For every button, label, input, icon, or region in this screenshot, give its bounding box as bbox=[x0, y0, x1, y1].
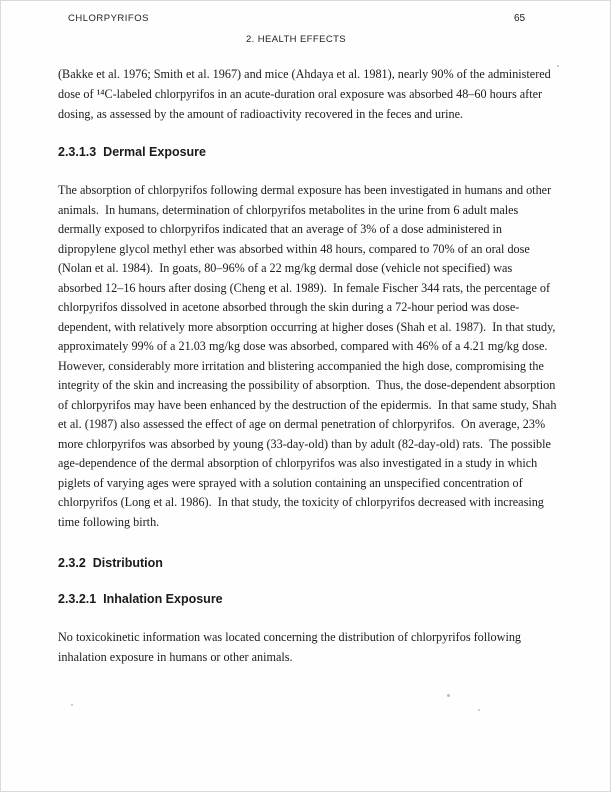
text-line: (Bakke et al. 1976; Smith et al. 1967) and mice (Ahdaya et al. 1981), nearly 90% of the administered bbox=[58, 67, 551, 81]
text-line: dosing, as assessed by the amount of radioactivity recovered in the feces and urine. bbox=[58, 107, 464, 121]
scan-artifact bbox=[71, 704, 73, 706]
paragraph-distribution-inhalation bbox=[58, 628, 570, 667]
text-line: dose of ¹⁴C-labeled chlorpyrifos in an acute-duration oral exposure was absorbed 48–60 hours after bbox=[58, 87, 543, 101]
paragraph-dermal-absorption bbox=[58, 181, 570, 532]
text-line: dipropylene glycol methyl ether was absorbed within 48 hours, compared to 70% of an oral dose bbox=[58, 241, 530, 256]
text-line: time following birth. bbox=[58, 514, 160, 529]
text-line: inhalation exposure in humans or other animals. bbox=[58, 649, 293, 664]
text-line: (Nolan et al. 1984). In goats, 80–96% of a 22 mg/kg dermal dose (vehicle not specified) was bbox=[58, 261, 513, 275]
text-line: more chlorpyrifos was absorbed by young (33-day-old) than by adult (82-day-old) rats. The possible bbox=[58, 436, 551, 451]
text-line: dependent, with relatively more absorption occurring at higher doses (Shah et al. 1987). In that study, bbox=[58, 319, 556, 334]
text-line: approximately 99% of a 21.03 mg/kg dose was absorbed, compared with 46% of a 4.21 mg/kg dose. bbox=[58, 339, 548, 353]
chapter-header: 2. HEALTH EFFECTS bbox=[245, 34, 347, 45]
text-line: dermally exposed to chlorpyrifos indicated that an average of 3% of a dose administered in bbox=[58, 222, 503, 236]
text-line: chlorpyrifos dissolved in acetone absorbed through the skin during a 72-hour period was dose- bbox=[58, 300, 520, 314]
scan-artifact bbox=[478, 709, 480, 711]
text-line: age-dependence of the dermal absorption of chlorpyrifos was also investigated in a study in which bbox=[58, 456, 538, 470]
text-line: chlorpyrifos (Long et al. 1986). In that study, the toxicity of chlorpyrifos decreased with increasing bbox=[58, 495, 544, 509]
text-line: No toxicokinetic information was located concerning the distribution of chlorpyrifos following bbox=[58, 630, 522, 644]
paragraph-oral-absorption bbox=[58, 64, 570, 124]
heading-dermal-exposure: 2.3.1.3 Dermal Exposure bbox=[58, 145, 206, 159]
scan-artifact bbox=[557, 65, 559, 67]
text-line: animals. In humans, determination of chlorpyrifos metabolites in the urine from 6 adult males bbox=[58, 202, 519, 217]
heading-inhalation-exposure: 2.3.2.1 Inhalation Exposure bbox=[58, 592, 223, 606]
text-line: piglets of varying ages were sprayed with a solution containing an unspecified concentration of bbox=[58, 475, 523, 490]
text-line: However, considerably more irritation and blistering accompanied the high dose, compromising the bbox=[58, 358, 544, 373]
text-line: The absorption of chlorpyrifos following dermal exposure has been investigated in humans and other bbox=[58, 183, 552, 197]
heading-distribution: 2.3.2 Distribution bbox=[58, 556, 163, 570]
text-line: absorbed 12–16 hours after dosing (Cheng et al. 1989). In female Fischer 344 rats, the percentage of bbox=[58, 280, 551, 295]
scan-artifact bbox=[447, 694, 450, 697]
text-line: of chlorpyrifos may have been enhanced by the destruction of the epidermis. In that same study, Shah bbox=[58, 397, 557, 412]
text-line: integrity of the skin and increasing the possibility of absorption. Thus, the dose-dependent absorption bbox=[58, 378, 556, 392]
text-line: et al. (1987) also assessed the effect of age on dermal penetration of chlorpyrifos. On average, 23% bbox=[58, 417, 546, 431]
page-number: 65 bbox=[514, 13, 526, 24]
running-header-title: CHLORPYRIFOS bbox=[68, 13, 149, 24]
